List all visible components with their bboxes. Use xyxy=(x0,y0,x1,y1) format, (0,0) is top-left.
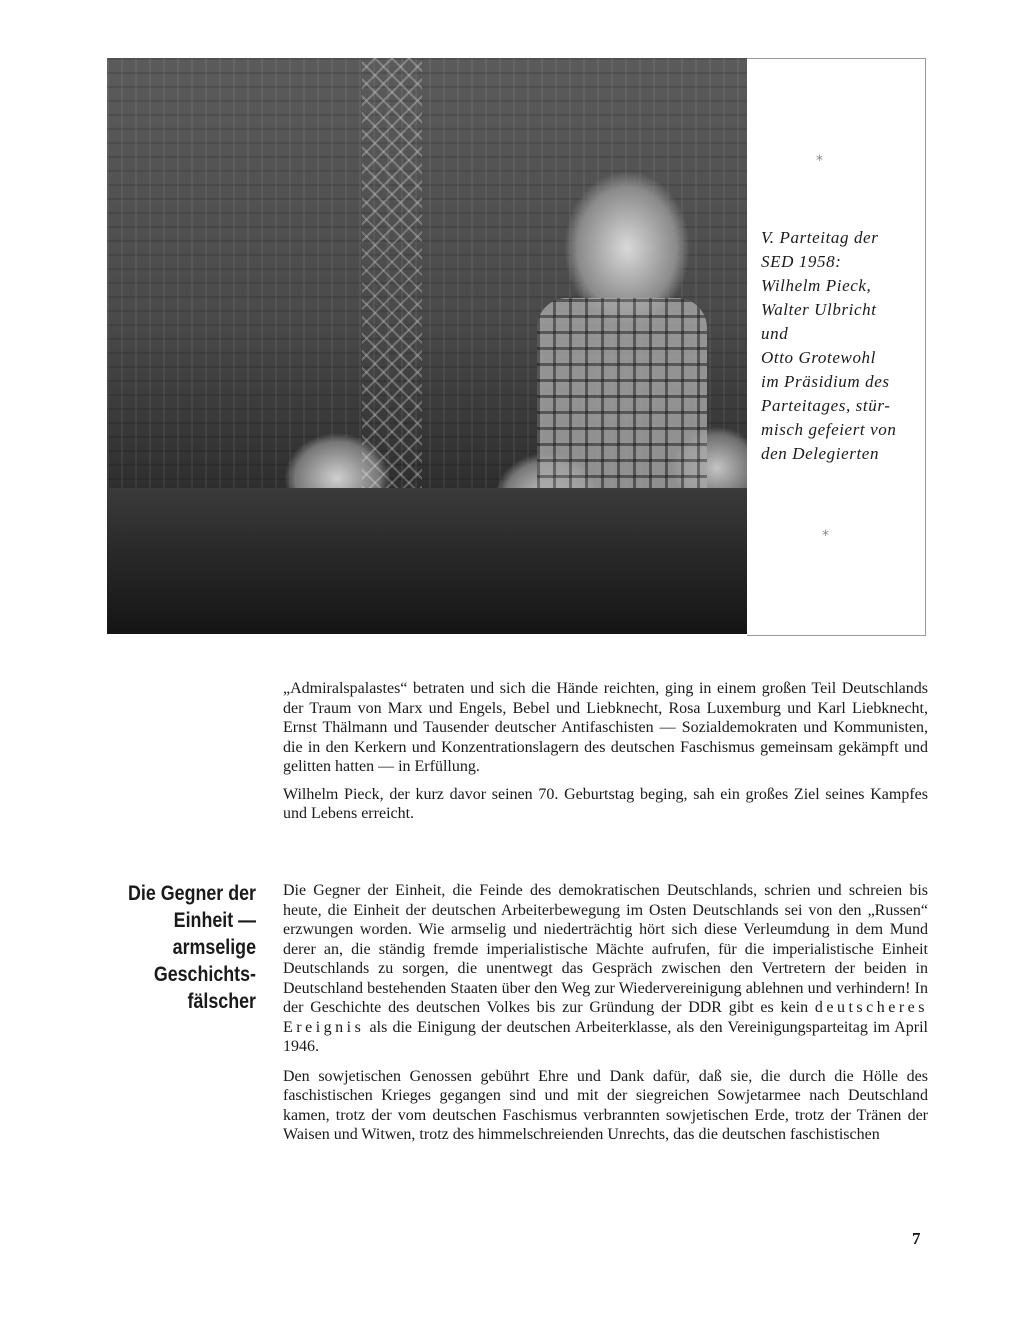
paragraph-text: als die Einigung der deutschen Arbeiterklasse, als den Vereinigungsparteitag im April 1946. xyxy=(283,1018,928,1055)
caption-line: im Präsidium des xyxy=(761,372,890,391)
ornament-star-bottom: * xyxy=(822,528,829,544)
page-number: 7 xyxy=(912,1229,921,1248)
emphasized-text: deutscheres Ereignis xyxy=(283,999,929,1036)
paragraph-text: Die Gegner der Einheit, die Feinde des demokratischen Deutschlands, schrien und schreien bis heute, die Einheit der deutschen Arbeiterbewegung im Osten Deutschlands sei von den „Russen“ erzwungen worden. Wie armselig und niederträchtig hört sich diese Verleumdung in dem Mund derer an, die ständig fremde imperialistische Mächte aufrufen, für die imperialistische Einheit Deutschlands zu sorgen, die unentwegt das Gespräch zwischen den Vertretern der beiden in Deutschland bestehenden Staaten über den Weg zur Wiedervereinigung ablehnen und verhindern! In der Geschichte des deutschen Volkes bis zur Gründung der DDR gibt es kein xyxy=(283,882,928,1016)
caption-line: Walter Ulbricht xyxy=(761,300,877,319)
ornament-star-top: * xyxy=(816,153,823,169)
caption-line: und xyxy=(761,324,789,343)
heading-line: fälscher xyxy=(187,990,256,1013)
caption-line: SED 1958: xyxy=(761,252,842,271)
caption-line: V. Parteitag der xyxy=(761,228,879,247)
photo-tower-backdrop xyxy=(362,58,422,488)
intro-text xyxy=(283,679,928,824)
section-paragraph-2: Den sowjetischen Genossen gebührt Ehre und Dank dafür, daß sie, die durch die Hölle des faschistischen Krieges gegangen sind und mit der siegreichen Sowjetarmee nach Deutschland kamen, trotz der vom deutschen Faschismus verbrannten sowjetischen Erde, trotz der Tränen der Waisen und Witwen, trotz des himmelschreienden Unrechts, das die deutschen faschistischen xyxy=(283,1067,928,1143)
heading-line: Die Gegner der xyxy=(128,882,256,905)
heading-line: Einheit — xyxy=(173,909,256,932)
section-text xyxy=(283,881,928,1145)
heading-line: Geschichts- xyxy=(153,963,256,986)
heading-line: armselige xyxy=(172,936,256,959)
caption-line: Otto Grotewohl xyxy=(761,348,876,367)
photo-caption xyxy=(761,226,919,466)
caption-line: Parteitages, stür- xyxy=(761,396,891,415)
section-heading xyxy=(127,880,256,1015)
intro-paragraph-1: „Admiralspalastes“ betraten und sich die Hände reichten, ging in einem großen Teil Deutschlands der Traum von Marx und Engels, Bebel und Liebknecht, Rosa Luxemburg und Karl Liebknecht, Ernst Thälmann und Tausender deutscher Antifaschisten — Sozialdemokraten und Kommunisten, die in den Kerkern und Konzentrationslagern des deutschen Faschismus gemeinsam gekämpft und gelitten hatten — in Erfüllung. xyxy=(283,680,928,775)
section-paragraph-1 xyxy=(283,881,928,1057)
intro-paragraph-2: Wilhelm Pieck, der kurz davor seinen 70. Geburtstag beging, sah ein großes Ziel seines Kampfes und Lebens erreicht. xyxy=(283,785,928,822)
caption-line: Wilhelm Pieck, xyxy=(761,276,872,295)
caption-line: misch gefeiert von xyxy=(761,420,897,439)
photo-presidium-group xyxy=(107,488,747,634)
caption-line: den Delegierten xyxy=(761,444,880,463)
party-congress-photo xyxy=(107,58,747,634)
